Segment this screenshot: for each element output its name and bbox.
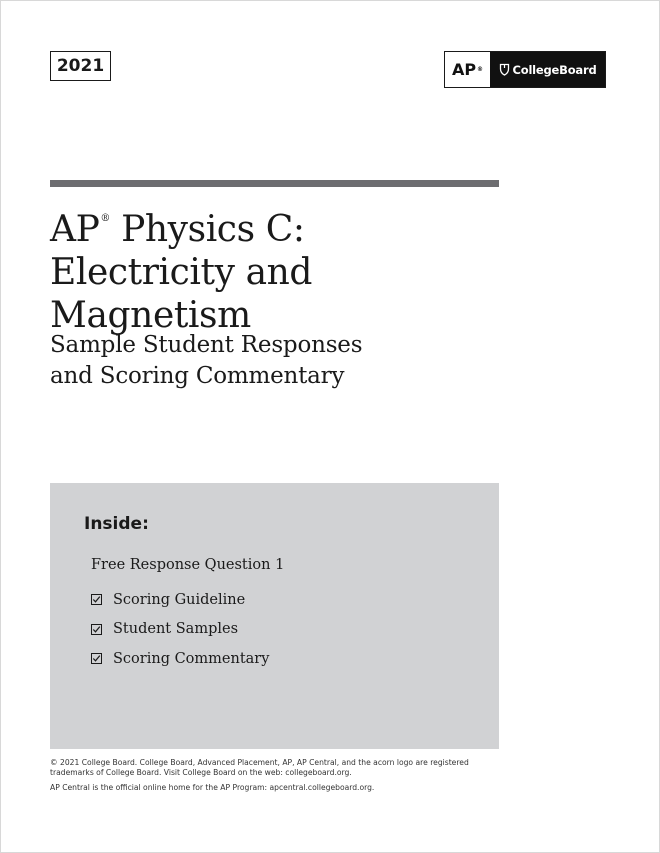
list-item-label: Scoring Guideline [113,591,246,608]
subtitle-line-2: and Scoring Commentary [50,363,345,389]
inside-heading: Inside: [84,514,149,534]
inside-panel [50,483,499,749]
title-registered-mark: ® [100,213,111,224]
collegeboard-logo-mark [490,52,605,87]
registered-mark: ® [477,66,484,73]
ap-logo-mark [445,52,490,87]
collegeboard-logo-text: CollegeBoard [512,62,597,77]
title-rule [50,180,499,187]
list-item [91,585,269,615]
list-item-label: Scoring Commentary [113,650,270,667]
ap-collegeboard-logo [444,51,606,88]
checkbox-checked-icon [91,624,102,635]
acorn-icon [499,63,510,76]
list-item [91,615,269,645]
title-line-1: AP® Physics C: [50,209,305,250]
checkbox-checked-icon [91,653,102,664]
ap-logo-text: AP [451,60,477,79]
title-line-2: Electricity and [50,252,313,293]
title-line-3: Magnetism [50,295,251,336]
copyright-line-1: © 2021 College Board. College Board, Advanced Placement, AP, AP Central, and the acorn logo are registered [50,758,469,767]
contents-checklist [91,585,269,674]
document-title [50,197,510,337]
copyright-line-2: trademarks of College Board. Visit College Board on the web: collegeboard.org. [50,768,352,777]
subtitle-line-1: Sample Student Responses [50,332,363,358]
ap-central-notice: AP Central is the official online home for the AP Program: apcentral.collegeboard.org. [50,783,375,792]
list-item [91,644,269,674]
list-item-label: Student Samples [113,621,239,638]
document-subtitle [50,330,510,392]
year-badge: 2021 [50,51,111,81]
question-label: Free Response Question 1 [91,557,285,573]
checkbox-checked-icon [91,594,102,605]
copyright-notice [50,758,500,778]
